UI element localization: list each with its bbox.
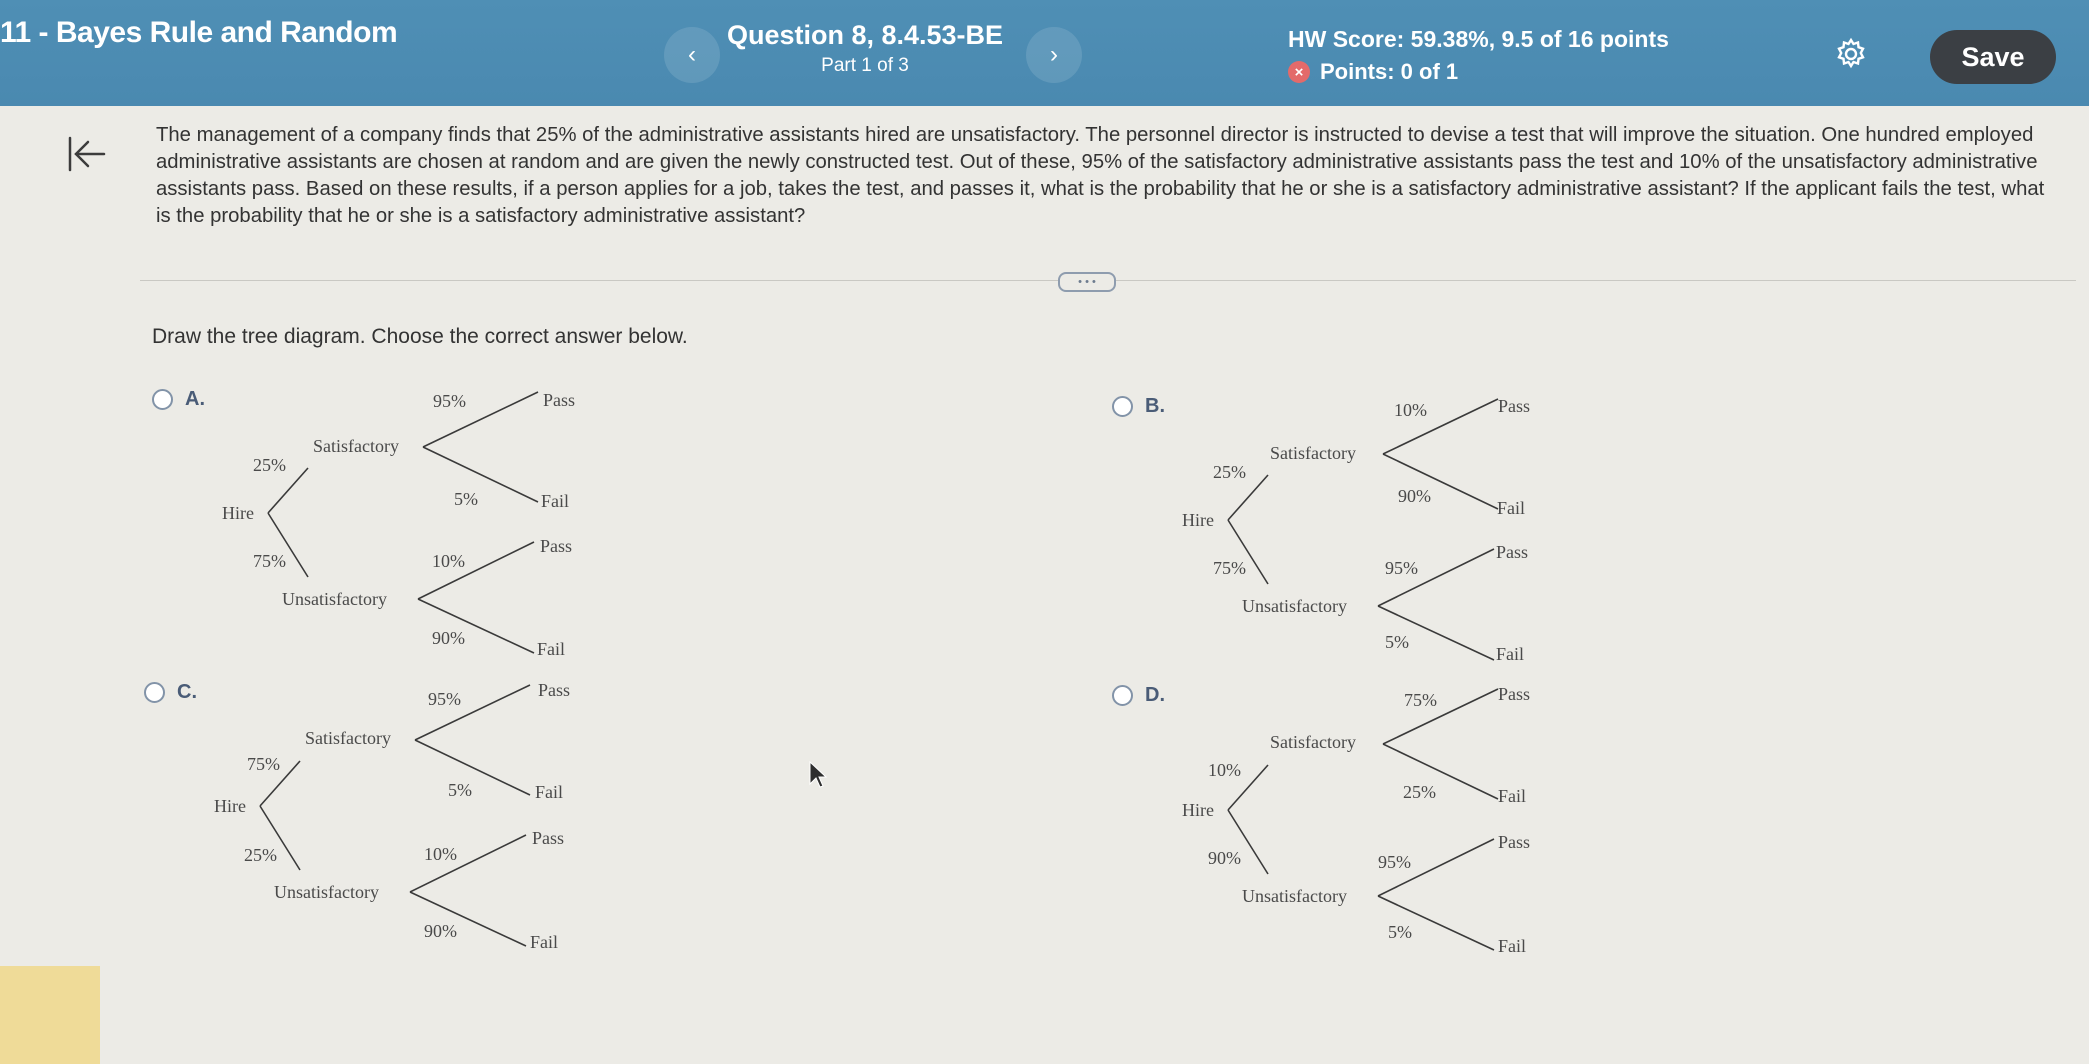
collapse-left-icon[interactable] xyxy=(66,134,106,174)
option-c[interactable] xyxy=(144,681,197,704)
option-a[interactable] xyxy=(152,388,205,411)
leaf-label: Pass xyxy=(538,680,571,700)
prob-label: 95% xyxy=(433,391,466,411)
settings-gear-icon[interactable] xyxy=(1834,37,1868,71)
prob-label: 75% xyxy=(247,754,280,774)
option-label: B. xyxy=(1145,395,1165,417)
points-status xyxy=(1288,59,1669,85)
error-x-icon: × xyxy=(1288,61,1310,83)
tree-diagram-d xyxy=(1178,682,1568,957)
leaf-label: Fail xyxy=(1498,786,1527,806)
prob-label: 25% xyxy=(1213,462,1246,482)
branch-label: Unsatisfactory xyxy=(1242,596,1347,616)
prob-label: 25% xyxy=(1403,782,1436,802)
prob-label: 90% xyxy=(424,921,457,941)
prob-label: 10% xyxy=(1208,760,1241,780)
score-info xyxy=(1288,26,1669,85)
root-label: Hire xyxy=(222,503,254,523)
leaf-label: Fail xyxy=(537,639,566,659)
prob-label: 10% xyxy=(424,844,457,864)
leaf-label: Pass xyxy=(1498,684,1531,704)
prob-label: 5% xyxy=(454,489,478,509)
mouse-cursor-icon xyxy=(808,760,828,790)
branch-label: Unsatisfactory xyxy=(1242,886,1347,906)
branch-label: Satisfactory xyxy=(1270,732,1356,752)
points-text: Points: 0 of 1 xyxy=(1320,59,1459,84)
expand-more-button[interactable]: • • • xyxy=(1058,272,1116,292)
option-label: C. xyxy=(177,681,197,703)
leaf-label: Fail xyxy=(1498,936,1527,956)
leaf-label: Pass xyxy=(543,390,576,410)
prob-label: 10% xyxy=(1394,400,1427,420)
prob-label: 90% xyxy=(1398,486,1431,506)
leaf-label: Fail xyxy=(1496,644,1525,664)
prob-label: 75% xyxy=(253,551,286,571)
tree-diagram-a xyxy=(218,385,608,660)
question-title: Question 8, 8.4.53-BE xyxy=(726,20,1004,50)
corner-tab xyxy=(0,966,100,1064)
chevron-right-icon: › xyxy=(1050,41,1058,68)
leaf-label: Pass xyxy=(1496,542,1529,562)
prob-label: 95% xyxy=(428,689,461,709)
branch-label: Unsatisfactory xyxy=(274,882,379,902)
hw-score: HW Score: 59.38%, 9.5 of 16 points xyxy=(1288,26,1669,52)
prob-label: 75% xyxy=(1213,558,1246,578)
root-label: Hire xyxy=(1182,800,1214,820)
question-text: The management of a company finds that 25% of the administrative assistants hired are unsatisfactory. The personnel director is instructed to devise a test that will improve the situation. One hundred employed administrative assistants are chosen at random and are given the newly constructed test. Out of these, 95% of the satisfactory administrative assistants pass the test and 10% of the unsatisfactory administrative assistants pass. Based on these results, if a person applies for a job, takes the test, and passes it, what is the probability that he or she is a satisfactory administrative assistant? If the applicant fails the test, what is the probability that he or she is a satisfactory administrative assistant? xyxy=(156,124,2045,227)
leaf-label: Pass xyxy=(532,828,565,848)
option-label: D. xyxy=(1145,684,1165,706)
branch-label: Satisfactory xyxy=(1270,443,1356,463)
branch-label: Unsatisfactory xyxy=(282,589,387,609)
radio-button[interactable] xyxy=(1112,685,1133,706)
prob-label: 10% xyxy=(432,551,465,571)
leaf-label: Pass xyxy=(1498,396,1531,416)
prob-label: 95% xyxy=(1378,852,1411,872)
leaf-label: Fail xyxy=(530,932,559,952)
chevron-left-icon: ‹ xyxy=(688,41,696,68)
top-bar xyxy=(0,0,2089,106)
prob-label: 90% xyxy=(1208,848,1241,868)
prob-label: 5% xyxy=(1385,632,1409,652)
leaf-label: Fail xyxy=(535,782,564,802)
question-info xyxy=(700,20,1030,77)
leaf-label: Pass xyxy=(540,536,573,556)
tree-diagram-b xyxy=(1178,392,1568,667)
prob-label: 95% xyxy=(1385,558,1418,578)
prob-label: 25% xyxy=(253,455,286,475)
option-d[interactable] xyxy=(1112,684,1165,707)
leaf-label: Fail xyxy=(541,491,570,511)
root-label: Hire xyxy=(1182,510,1214,530)
prob-label: 5% xyxy=(448,780,472,800)
prob-label: 90% xyxy=(432,628,465,648)
option-b[interactable] xyxy=(1112,395,1165,418)
root-label: Hire xyxy=(214,796,246,816)
save-button[interactable]: Save xyxy=(1930,30,2056,84)
radio-button[interactable] xyxy=(144,682,165,703)
leaf-label: Pass xyxy=(1498,832,1531,852)
prob-label: 25% xyxy=(244,845,277,865)
edge-sat-fail xyxy=(423,447,538,502)
radio-button[interactable] xyxy=(1112,396,1133,417)
assignment-title: 11 - Bayes Rule and Random xyxy=(0,16,398,49)
tree-diagram-c xyxy=(210,678,600,953)
option-label: A. xyxy=(185,388,205,410)
radio-button[interactable] xyxy=(152,389,173,410)
leaf-label: Fail xyxy=(1497,498,1526,518)
prob-label: 75% xyxy=(1404,690,1437,710)
next-question-button[interactable] xyxy=(1026,27,1082,83)
question-part: Part 1 of 3 xyxy=(821,55,909,76)
prob-label: 5% xyxy=(1388,922,1412,942)
instruction-text: Draw the tree diagram. Choose the correct answer below. xyxy=(152,325,688,348)
branch-label: Satisfactory xyxy=(305,728,391,748)
branch-label: Satisfactory xyxy=(313,436,399,456)
